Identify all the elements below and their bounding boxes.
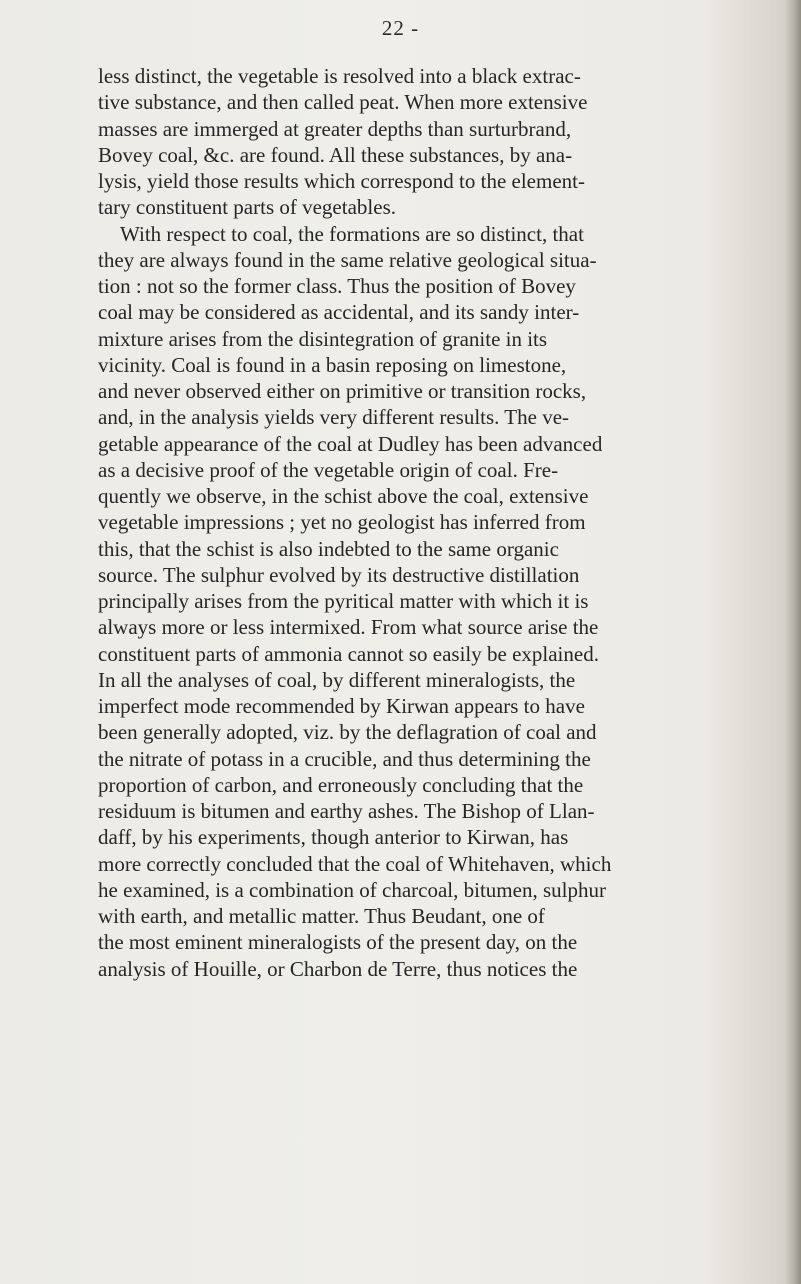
text-line: constituent parts of ammonia cannot so easily be explained. [98,641,599,666]
text-line: getable appearance of the coal at Dudley has been advanced [98,431,603,456]
page-edge-shadow [785,0,801,1284]
text-line: vegetable impressions ; yet no geologist has inferred from [98,510,586,535]
text-line: as a decisive proof of the vegetable origin of coal. Fre- [98,457,559,482]
text-line: residuum is bitumen and earthy ashes. The Bishop of Llan- [98,799,595,823]
text-line: they are always found in the same relative geological situa- [98,247,597,272]
text-line: always more or less intermixed. From what source arise the [98,615,599,640]
text-line: principally arises from the pyritical matter with which it is [98,589,589,613]
text-line: been generally adopted, viz. by the deflagration of coal and [98,720,597,745]
text-line: coal may be considered as accidental, and its sandy inter- [98,300,580,325]
text-line: In all the analyses of coal, by different mineralogists, the [98,667,576,692]
text-line: tive substance, and then called peat. When more extensive [98,90,588,115]
text-line: he examined, is a combination of charcoal, bitumen, sulphur [98,877,606,902]
page-number: 22 - [381,16,420,40]
text-line: tion : not so the former class. Thus the position of Bovey [98,274,576,298]
text-line: analysis of Houille, or Charbon de Terre, thus notices the [98,956,578,981]
text-line: this, that the schist is also indebted to the same organic [98,536,559,561]
text-line: proportion of carbon, and erroneously concluding that the [98,772,584,797]
text-line: source. The sulphur evolved by its destructive distillation [98,562,580,587]
text-line: vicinity. Coal is found in a basin reposing on limestone, [98,352,567,377]
text-line: daff, by his experiments, though anterior to Kirwan, has [98,825,569,850]
text-line: masses are immerged at greater depths than surturbrand, [98,116,572,141]
text-line: with earth, and metallic matter. Thus Beudant, one of [98,904,545,928]
text-line: lysis, yield those results which correspond to the element- [98,169,585,193]
text-line: With respect to coal, the formations are so distinct, that [120,221,584,246]
text-line: and never observed either on primitive or transition rocks, [98,379,587,403]
text-line: imperfect mode recommended by Kirwan appears to have [98,694,585,718]
text-line: the nitrate of potass in a crucible, and thus determining the [98,746,591,771]
body-text [98,63,778,982]
text-line: more correctly concluded that the coal of Whitehaven, which [98,851,612,876]
text-line: the most eminent mineralogists of the present day, on the [98,930,578,955]
text-line: tary constituent parts of vegetables. [98,195,396,220]
text-line: Bovey coal, &c. are found. All these substances, by ana- [98,142,573,167]
text-line: mixture arises from the disintegration of granite in its [98,326,548,351]
text-line: quently we observe, in the schist above the coal, extensive [98,484,589,508]
text-line: and, in the analysis yields very different results. The ve- [98,405,570,430]
text-line: less distinct, the vegetable is resolved into a black extrac- [98,64,581,88]
